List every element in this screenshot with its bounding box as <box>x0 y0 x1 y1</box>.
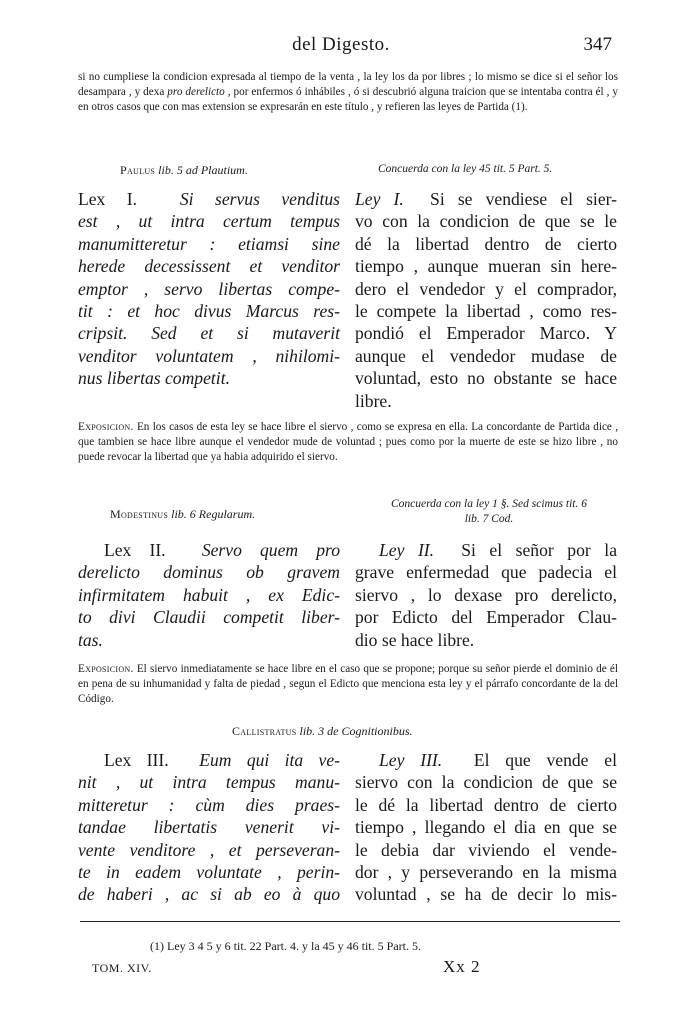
law1-spanish-line: dero el vendedor y el comprador, <box>355 278 617 299</box>
law1-exposicion <box>78 420 618 465</box>
law1-latin-line: est , ut intra certum tempus <box>78 211 340 232</box>
law1-spanish-line: libre. <box>355 390 392 411</box>
law1-spanish-line: voluntad, esto no obstante se hace <box>355 368 617 389</box>
law3-latin-line: mitteretur : cùm dies praes- <box>78 794 340 815</box>
law1-spanish-line: Ley I. Si se vendiese el sier- <box>355 189 617 209</box>
law1-latin-line: emptor , servo libertas compe- <box>78 278 340 299</box>
law1-exposicion-text: En los casos de esta ley se hace libre el siervo , como se expresa en ella. La concordante de Partida dice , que tambien se hace libre aunque el vendedor mude de voluntad ; pues como por la muerte de este se hizo libre , no puede revocar la libertad que ya habia adquirido el siervo. <box>78 421 618 463</box>
law2-latin <box>78 539 340 651</box>
volume-label: TOM. XIV. <box>92 961 152 975</box>
law3-latin-line: de haberi , ac si ab eo à quo <box>78 884 340 905</box>
law1-latin-line: venditor voluntatem , nihilomi- <box>78 345 340 366</box>
law1-source-author: Paulus <box>120 163 156 177</box>
law2-source-author: Modestinus <box>110 507 169 521</box>
intro-italic: pro derelicto <box>167 86 225 98</box>
law1-spanish-line: dé la libertad dentro de cierto <box>355 233 617 254</box>
law2-exposicion <box>78 662 618 707</box>
law1-spanish-line: le compete la libertad , como res- <box>355 301 617 322</box>
law1-latin-line: herede decessissent et venditor <box>78 256 340 277</box>
law2-concord-line2: lib. 7 Cod. <box>464 513 514 525</box>
intro-paragraph <box>78 70 618 115</box>
law2-spanish-line: grave enfermedad que padecia el <box>355 562 617 583</box>
law2-exposicion-label: Exposicion. <box>78 663 134 675</box>
law3-latin-line: tandae libertatis venerit vi- <box>78 817 340 838</box>
law2-spanish-lead: Ley II. <box>379 540 435 560</box>
law3-spanish-line: voluntad , se ha de decir lo mis- <box>355 884 617 905</box>
law1-spanish-line: vo con la condicion de que se le <box>355 211 617 232</box>
law1-latin-line: tit : et hoc divus Marcus res- <box>78 301 340 322</box>
law2-latin-line: derelicto dominus ob gravem <box>78 562 340 583</box>
law3-source-work: lib. 3 de Cognitionibus. <box>299 724 413 738</box>
law1-spanish <box>355 188 617 412</box>
law3-latin-line: te in eadem voluntate , perin- <box>78 862 340 883</box>
law1-source-work: lib. 5 ad Plautium. <box>158 163 248 177</box>
law2-latin-line: Lex II. Servo quem pro <box>104 540 341 560</box>
law1-source <box>120 163 248 178</box>
law1-spanish-line: pondió el Emperador Marco. Y <box>355 323 617 344</box>
footnote-rule <box>80 921 620 922</box>
law1-latin-lead: Lex I. <box>78 189 138 209</box>
law1-latin <box>78 188 340 390</box>
signature-mark: Xx 2 <box>443 957 481 976</box>
law2-concord <box>358 497 620 527</box>
law3-spanish-line: tiempo , llegando el dia en que se <box>355 817 617 838</box>
law3-latin <box>78 749 340 906</box>
law1-exposicion-label: Exposicion. <box>78 421 134 433</box>
law3-source <box>232 724 413 739</box>
law1-concord: Concuerda con la ley 45 tit. 5 Part. 5. <box>378 163 553 175</box>
law3-spanish-line: siervo con la condicion de que se <box>355 772 617 793</box>
law2-latin-line: infirmitatem habuit , ex Edic- <box>78 584 340 605</box>
law1-latin-line: cripsit. Sed et si mutaverit <box>78 323 340 344</box>
intro-text-2: , por enfermos ó inhábiles , ó si descubrió alguna traicion que se intentaba contra él , y en otros casos que con mas extension se expresarán en este título , y refieren las leyes de Partida (1). <box>78 86 618 113</box>
law1-latin-line: manumitteretur : etiamsi sine <box>78 233 340 254</box>
law3-latin-line: nit , ut intra tempus manu- <box>78 772 340 793</box>
law2-latin-lead: Lex II. <box>104 540 166 560</box>
law3-spanish-line: dor , y perseverando en la misma <box>355 862 617 883</box>
law3-spanish-line: le debia dar viviendo el vende- <box>355 839 617 860</box>
law2-spanish-line: dio se hace libre. <box>355 629 475 650</box>
law3-latin-line: Lex III. Eum qui ita ve- <box>104 750 340 770</box>
law3-spanish-line: Ley III. El que vende el <box>379 750 618 770</box>
law2-spanish <box>355 539 617 651</box>
law1-latin-line: nus libertas competit. <box>78 368 230 389</box>
law2-spanish-line: por Edicto del Emperador Clau- <box>355 607 617 628</box>
law3-spanish-lead: Ley III. <box>379 750 443 770</box>
running-title: del Digesto. <box>292 34 390 55</box>
law2-spanish-line: siervo , lo dexase pro derelicto, <box>355 584 617 605</box>
law2-exposicion-text: El siervo inmediatamente se hace libre en el caso que se propone; porque su señor pierde el dominio de él en pena de su inhumanidad y falta de piedad , segun el Edicto que menciona esta ley y el párrafo concordante de la del Código. <box>78 663 619 705</box>
intro-text-1: si no cumpliese la condicion expresada al tiempo de la venta , la ley los da por libres ; lo mismo se dice si el señor los desampara , y dexa <box>78 71 618 98</box>
law2-concord-line1: Concuerda con la ley 1 §. Sed scimus tit. 6 <box>391 498 587 510</box>
footnote: (1) Ley 3 4 5 y 6 tit. 22 Part. 4. y la 45 y 46 tit. 5 Part. 5. <box>150 939 421 953</box>
law2-source <box>110 507 255 522</box>
law1-spanish-line: tiempo , aunque mueran sin here- <box>355 256 617 277</box>
law3-source-author: Callistratus <box>232 724 297 738</box>
law1-latin-line: Lex I. Si servus venditus <box>78 189 340 209</box>
law3-latin-lead: Lex III. <box>104 750 169 770</box>
page-number: 347 <box>583 34 612 55</box>
law3-latin-line: vente venditore , et perseveran- <box>78 839 340 860</box>
law3-spanish-line: le dé la libertad dentro de cierto <box>355 794 617 815</box>
law1-spanish-lead: Ley I. <box>355 189 404 209</box>
law2-latin-line: to divi Claudii competit liber- <box>78 607 340 628</box>
law2-source-work: lib. 6 Regularum. <box>171 507 256 521</box>
law3-spanish <box>355 749 617 906</box>
law1-spanish-line: aunque el vendedor mudase de <box>355 345 617 366</box>
law2-spanish-line: Ley II. Si el señor por la <box>379 540 618 560</box>
law2-latin-line: tas. <box>78 629 103 650</box>
